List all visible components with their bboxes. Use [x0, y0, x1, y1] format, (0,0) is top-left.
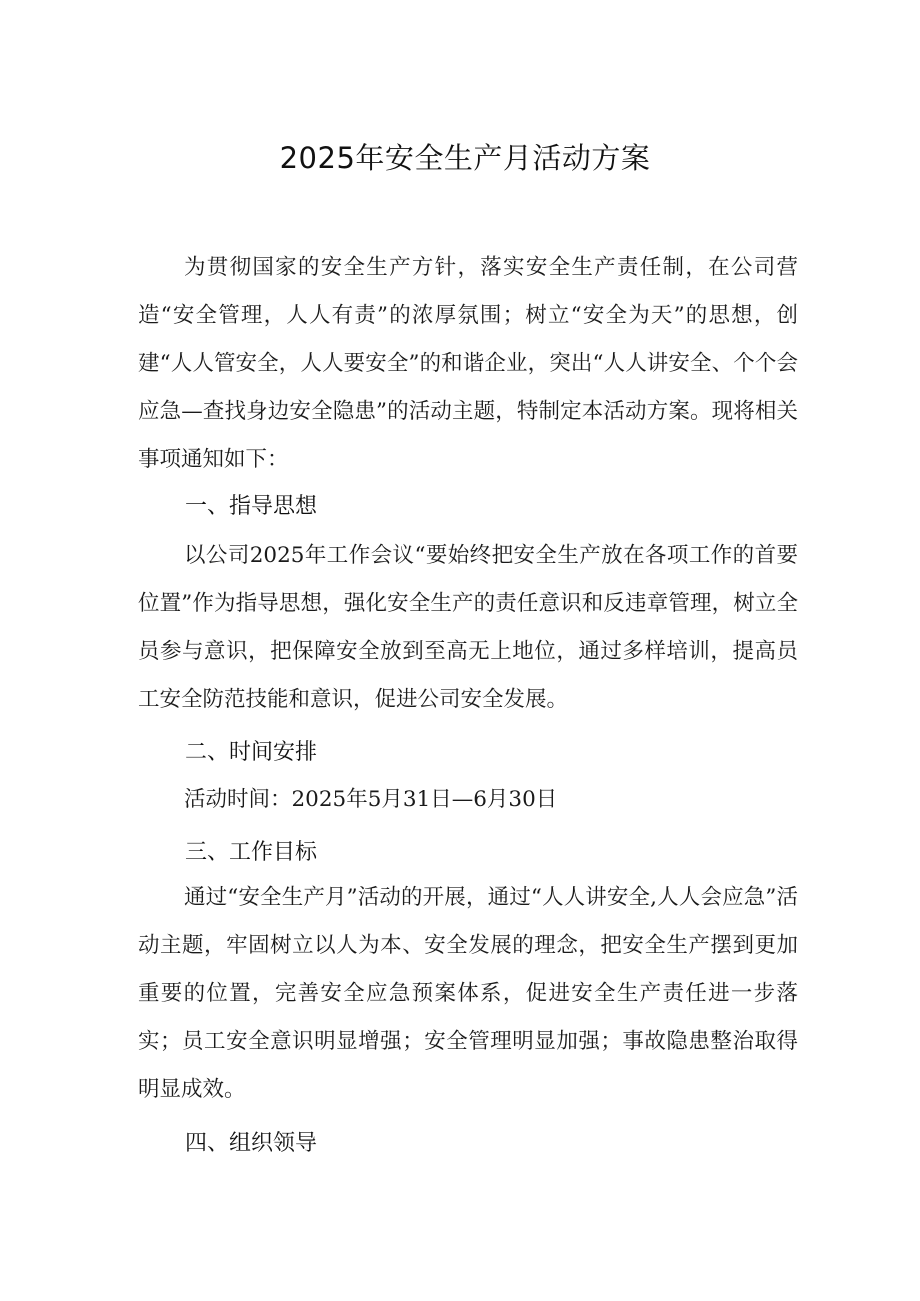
- section-heading-work-goals: 三、工作目标: [185, 840, 318, 865]
- section-heading-organization: 四、组织领导: [185, 1131, 318, 1156]
- section-body-schedule: 活动时间：2025年5月31日—6月30日: [184, 787, 558, 812]
- section-heading-schedule: 二、时间安排: [185, 740, 318, 765]
- section-heading-guiding-ideology: 一、指导思想: [185, 494, 318, 519]
- document-title: 2025年安全生产月活动方案: [279, 141, 651, 175]
- intro-paragraph: 为贯彻国家的安全生产方针，落实安全生产责任制，在公司营造“安全管理，人人有责”的浓厚氛围；树立“安全为天”的思想，创建“人人管安全，人人要安全”的和谐企业，突出“人人讲安全、个个会应急—查找身边安全隐患”的活动主题，特制定本活动方案。现将相关事项通知如下：: [138, 255, 798, 472]
- section-body-work-goals: 通过“安全生产月”活动的开展，通过“人人讲安全,人人会应急”活动主题，牢固树立以人为本、安全发展的理念，把安全生产摆到更加重要的位置，完善安全应急预案体系，促进安全生产责任进一步落实；员工安全意识明显增强；安全管理明显加强；事故隐患整治取得明显成效。: [138, 885, 798, 1102]
- section-body-guiding-ideology: 以公司2025年工作会议“要始终把安全生产放在各项工作的首要位置”作为指导思想，强化安全生产的责任意识和反违章管理，树立全员参与意识，把保障安全放到至高无上地位，通过多样培训，提高员工安全防范技能和意识，促进公司安全发展。: [138, 543, 798, 712]
